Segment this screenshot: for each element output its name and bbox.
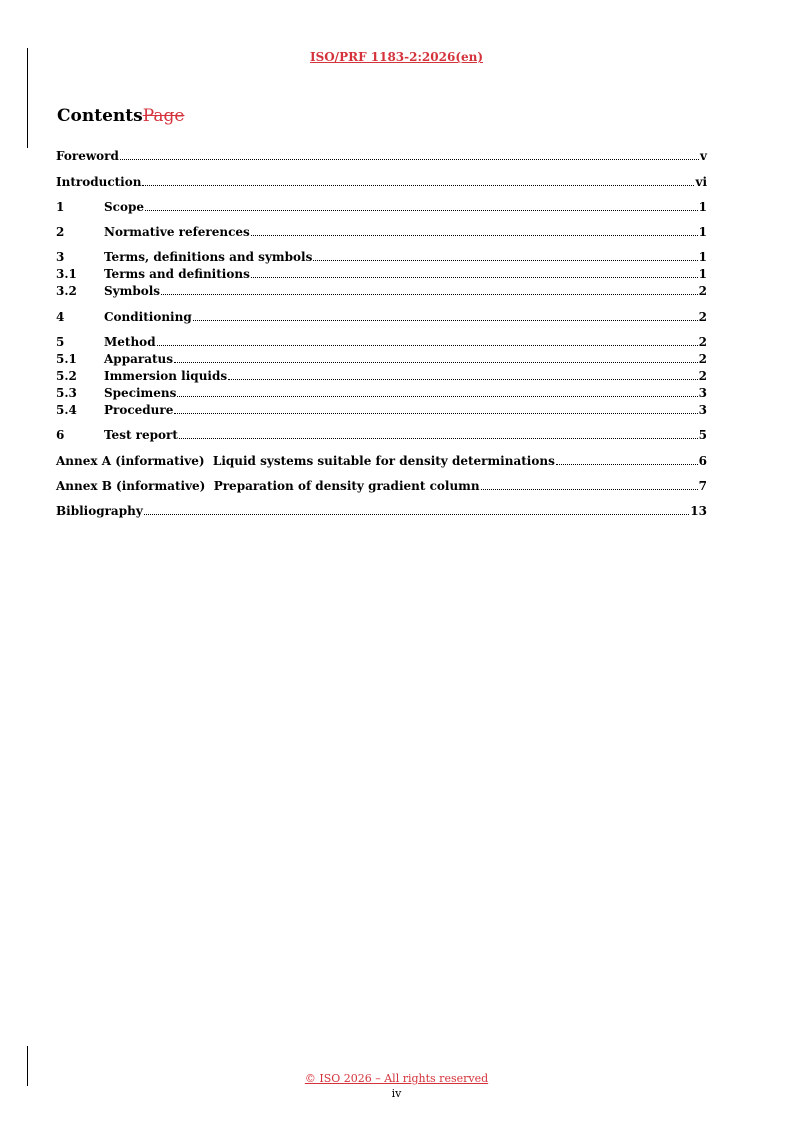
toc-page-number: 7: [698, 479, 707, 493]
leader-dots: [481, 488, 698, 490]
toc-page-number: 6: [698, 454, 707, 468]
toc-page-number: 1: [698, 250, 707, 264]
toc-label: Procedure: [104, 403, 174, 417]
toc-entry-apparatus[interactable]: [56, 350, 707, 366]
toc-page-number: 13: [690, 504, 707, 518]
leader-dots: [174, 412, 697, 414]
toc-page-number: 2: [698, 335, 707, 349]
toc-section-number: 5.3: [56, 386, 77, 400]
toc-label: Normative references: [104, 225, 250, 239]
toc-label: Immersion liquids: [104, 369, 228, 383]
toc-section-number: 3.1: [56, 267, 77, 281]
page-number: iv: [391, 1087, 402, 1100]
toc-label: Foreword: [56, 149, 119, 163]
toc-label: Introduction: [56, 175, 142, 189]
toc-label: Annex A (informative) Liquid systems suitable for density determinations: [56, 454, 555, 468]
toc-label: Test report: [104, 428, 178, 442]
toc-section-number: 3: [56, 250, 65, 264]
leader-dots: [157, 344, 698, 346]
copyright-notice: © ISO 2026 – All rights reserved: [304, 1072, 489, 1085]
page-heading-deleted: Page: [142, 106, 185, 126]
toc-entry-specimens[interactable]: [56, 384, 707, 400]
leader-dots: [142, 184, 694, 186]
leader-dots: [228, 378, 698, 380]
toc-label: Method: [104, 335, 156, 349]
leader-dots: [120, 158, 699, 160]
toc-entry-test-report[interactable]: [56, 426, 707, 442]
toc-page-number: 2: [698, 369, 707, 383]
toc-page-number: v: [700, 149, 707, 163]
toc-entry-normative-references[interactable]: [56, 223, 707, 239]
toc-entry-scope[interactable]: [56, 198, 707, 214]
toc-page-number: vi: [695, 175, 707, 189]
toc-section-number: 4: [56, 310, 65, 324]
leader-dots: [179, 437, 698, 439]
toc-page-number: 2: [698, 310, 707, 324]
toc-page-number: 3: [698, 403, 707, 417]
toc-section-number: 1: [56, 200, 65, 214]
toc-label: Symbols: [104, 284, 161, 298]
toc-page-number: 2: [698, 284, 707, 298]
leader-dots: [161, 293, 698, 295]
toc-entry-introduction[interactable]: [56, 173, 707, 189]
toc-entry-method[interactable]: [56, 333, 707, 349]
toc-entry-procedure[interactable]: [56, 401, 707, 417]
toc-section-number: 5.1: [56, 352, 77, 366]
toc-label: Conditioning: [104, 310, 192, 324]
leader-dots: [145, 209, 698, 211]
toc-entry-conditioning[interactable]: [56, 308, 707, 324]
toc-page-number: 5: [698, 428, 707, 442]
leader-dots: [251, 276, 698, 278]
toc-section-number: 3.2: [56, 284, 77, 298]
leader-dots: [313, 259, 697, 261]
toc-entry-immersion-liquids[interactable]: [56, 367, 707, 383]
leader-dots: [177, 395, 697, 397]
toc-label: Terms, definitions and symbols: [104, 250, 313, 264]
document-id-header: ISO/PRF 1183-2:2026(en): [309, 50, 484, 64]
toc-entry-symbols[interactable]: [56, 282, 707, 298]
leader-dots: [174, 361, 698, 363]
toc-section-number: 6: [56, 428, 65, 442]
toc-entry-foreword[interactable]: [56, 147, 707, 163]
toc-label: Annex B (informative) Preparation of density gradient column: [56, 479, 480, 493]
toc-label: Terms and definitions: [104, 267, 250, 281]
toc-section-number: 5.2: [56, 369, 77, 383]
toc-entry-terms-definitions-symbols[interactable]: [56, 248, 707, 264]
contents-title: [57, 106, 184, 126]
leader-dots: [251, 234, 698, 236]
toc-entry-bibliography[interactable]: [56, 502, 707, 518]
toc-entry-terms-and-definitions[interactable]: [56, 265, 707, 281]
toc-label: Apparatus: [104, 352, 173, 366]
toc-entry-annex-b[interactable]: [56, 477, 707, 493]
toc-section-number: 5: [56, 335, 65, 349]
leader-dots: [193, 319, 698, 321]
leader-dots: [144, 513, 690, 515]
toc-page-number: 1: [698, 267, 707, 281]
leader-dots: [556, 463, 698, 465]
toc-section-number: 2: [56, 225, 65, 239]
toc-entry-annex-a[interactable]: [56, 452, 707, 468]
toc-page-number: 1: [698, 200, 707, 214]
toc-label: Specimens: [104, 386, 177, 400]
toc-section-number: 5.4: [56, 403, 77, 417]
contents-heading: Contents: [57, 106, 143, 126]
toc-page-number: 2: [698, 352, 707, 366]
toc-page-number: 1: [698, 225, 707, 239]
toc-page-number: 3: [698, 386, 707, 400]
toc-label: Scope: [104, 200, 145, 214]
toc-label: Bibliography: [56, 504, 143, 518]
